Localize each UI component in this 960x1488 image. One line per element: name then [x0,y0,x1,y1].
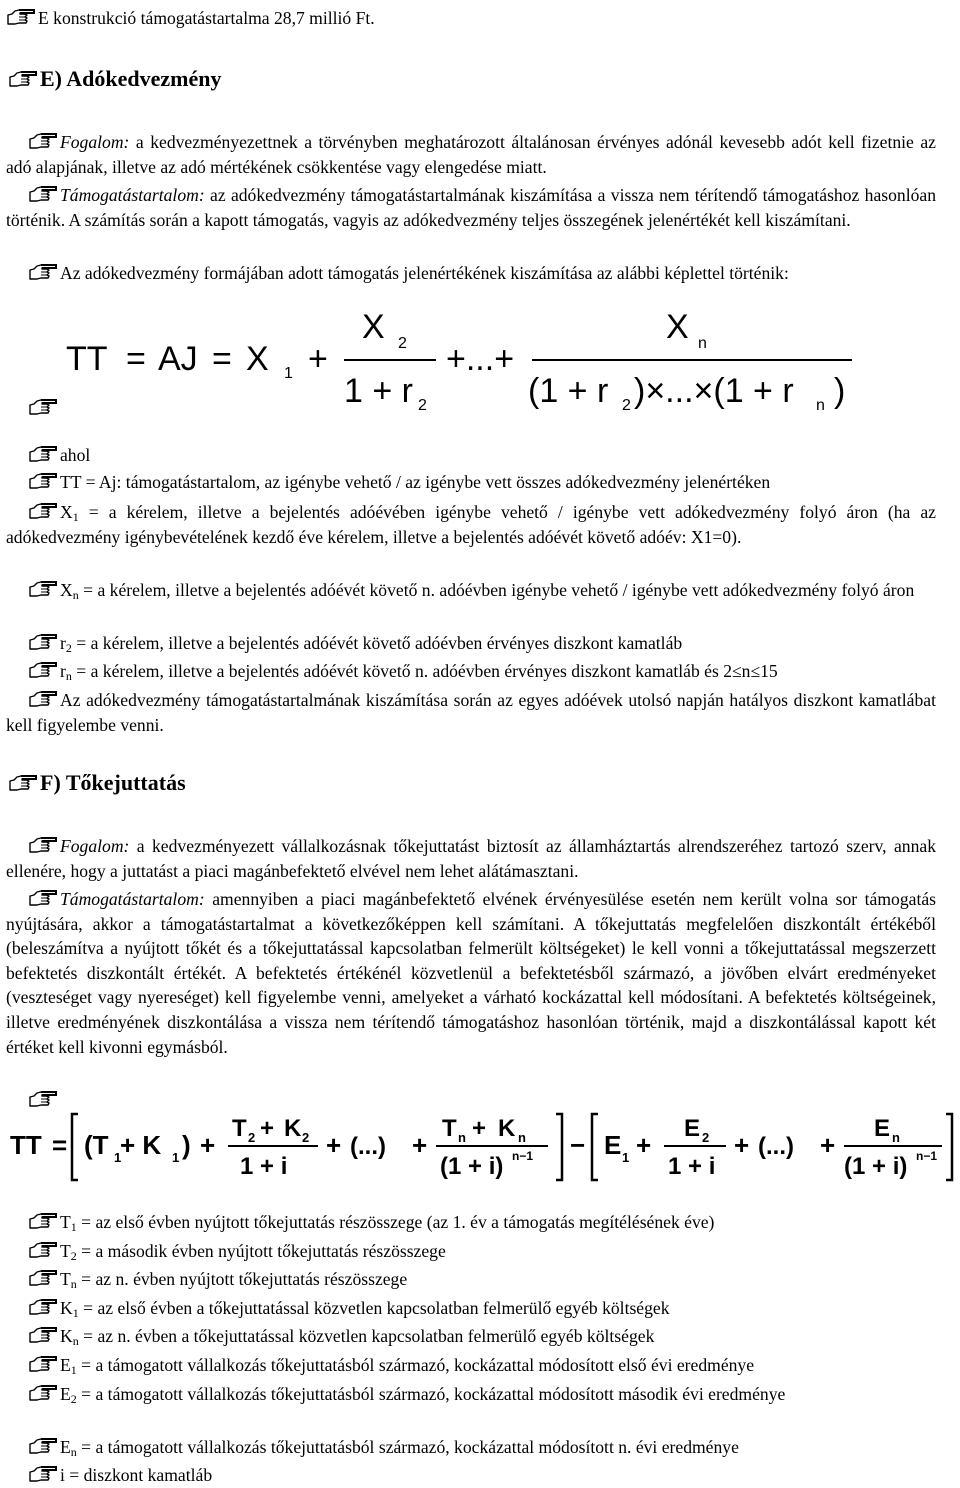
f-tamogatastartalom-paragraph: Támogatástartalom: amennyiben a piaci magánbefektető elvének érvényesülése esetén nem került volna sor támogatás nyújtására, akkor a támogatástartalmat a következőképpen kell számítani. A tőkejuttatás megfelelően diszkontált értékéből (beleszámítva a nyújtott tőkét és a tőkejuttatással kapcsolatban felmerült költségeket) le kell vonni a tőkejuttatással megszerzett befektetés diszkontált értékét. A befektetés értékénél közvetlenül a befektetésből származó, a jövőben elvárt eredményeket (veszteséget vagy nyereséget) kell figyelembe venni, amelyeket a várható kockázattal kell módosítani. A befektetés költségeinek, illetve eredményének diszkontálása a vissza nem térítendő támogatáshoz hasonlóan történik, majd a diszkontálással kapott két értéket kell kivonni egymásból. [6,889,936,1057]
f-def-row [6,1324,936,1349]
formula-term: + K [120,1130,162,1160]
pointing-hand-icon [28,1267,58,1287]
formula-exponent: n−1 [512,1149,534,1163]
pointing-hand-icon [28,470,58,490]
def-subscript: 2 [70,1392,77,1406]
formula-sub: 2 [302,1130,310,1145]
f-def-row [6,1353,936,1378]
ahol-line: ahol [6,443,936,468]
f-fogalom-paragraph: Fogalom: a kedvezményezett vállalkozásnak tőkejuttatást biztosít az államháztartás alrendszeréhez tartozó szerv, annak ellenére, hogy a juttatást a piaci magánbefektető elvével nem lehet alátámasztani. [6,836,936,881]
f-def-row [6,1435,936,1460]
formula-dots: (...) [758,1133,794,1160]
intro-line: E konstrukció támogatástartalma 28,7 millió Ft. [6,6,936,31]
formula-denominator: ) [834,372,846,410]
def-tt: TT = Aj: támogatástartalom, az igénybe vehető / az igénybe vett összes adókedvezmény jelenértéken [6,470,936,495]
pointing-hand-icon [28,130,58,150]
formula-sub: 2 [398,335,407,352]
formula-plus: + [636,1130,652,1160]
formula-denominator: 1 + i [668,1153,716,1180]
formula-xn: X [666,310,689,346]
formula-numerator: T [232,1115,247,1142]
formula-plus: + [412,1130,428,1160]
formula-sub: 1 [114,1150,122,1165]
formula-plus: + [260,1115,275,1142]
def-variable: i [60,1465,65,1485]
formula-denominator: 1 + i [240,1153,288,1180]
section-heading-f: F) Tőkejuttatás [8,770,186,796]
def-variable: E [60,1384,71,1404]
def-xn: $X_n = a$ kérelem, illetve a bejelentés adóévét követő n. adóévben igénybe vehető / igénybe vett adókedvezmény folyó áron [6,578,936,603]
formula-numerator: E [684,1115,701,1142]
formula-sub: 1 [172,1150,180,1165]
f-def-row [6,1239,936,1264]
pointing-hand-icon [28,1324,58,1344]
formula-minus: − [570,1130,586,1160]
formula-f [8,1106,956,1191]
pointing-hand-icon [28,443,58,463]
f-def-row [6,1267,936,1292]
formula-sub: 2 [702,1130,710,1145]
pointing-hand-icon [28,183,58,203]
formula-denominator: 1 + r [344,372,413,410]
formula-aj: AJ [158,340,198,378]
f-def-row [6,1296,936,1321]
pointing-hand-icon [28,688,58,708]
def-subscript: n [72,1334,79,1348]
formula-numerator: T [442,1115,457,1142]
formula-plus: + [472,1115,487,1142]
def-subscript: n [70,1277,77,1291]
def-text: = a támogatott vállalkozás tőkejuttatásból származó, kockázattal módosított második évi eredménye [76,1384,786,1404]
def-text: = az első évben a tőkejuttatással közvetlen kapcsolatban felmerülő egyéb költségek [78,1298,670,1318]
def-subscript: n [70,1445,77,1459]
formula-numerator: K [498,1115,516,1142]
formula-sub: n [816,397,825,414]
formula-sub: n [892,1130,900,1145]
def-text: = az n. évben nyújtott tőkejuttatás részösszege [76,1269,408,1289]
def-variable: E [60,1355,71,1375]
e-tamogatastartalom-paragraph: Támogatástartalom: az adókedvezmény támogatástartalmának kiszámítása a vissza nem térítendő támogatáshoz hasonlóan történik. A számítás során a kapott támogatás, vagyis az adókedvezmény teljes összegének jelenértékét kell kiszámítani. [6,185,936,230]
formula-sub: n [458,1130,466,1145]
formula-plus: + [200,1130,216,1160]
formula-plus: + [734,1130,750,1160]
f-def-row [6,1382,936,1407]
def-text: = az első évben nyújtott tőkejuttatás részösszege (az 1. év a támogatás megítélésének éve) [76,1212,715,1232]
formula-tt: TT [10,1130,42,1160]
bracket-right [946,1114,952,1180]
pointing-hand-icon [28,1435,58,1455]
pointing-hand-icon [28,631,58,651]
pointing-hand-icon [28,887,58,907]
def-subscript: 1 [70,1220,77,1234]
formula-denominator: )×...×(1 + r [634,372,794,410]
formula-sub: 2 [418,397,427,414]
formula-x1: X [246,340,269,378]
def-text: = a második évben nyújtott tőkejuttatás részösszege [76,1241,446,1261]
formula-denominator: (1 + i) [440,1153,504,1180]
pointing-hand-icon [28,1382,58,1402]
pointing-hand-icon [28,578,58,598]
formula-term: ) [182,1130,191,1160]
def-x1: $X_1 = a$ kérelem, illetve a bejelentés adóévében igénybe vehető / igénybe vett adókedvezmény folyó áron (ha az adókedvezmény igénybevételének kezdő éve kérelem, illetve a bejelentés adóévét követő adóév: X1=0). [6,502,936,547]
f-def-row [6,1210,936,1235]
def-rn: $r_n = a$ kérelem, illetve a bejelentés adóévét követő n. adóévben érvényes diszkont kamatláb és 2≤n≤15 [6,659,936,684]
formula-sub: 1 [284,365,293,382]
formula-sub: n [518,1130,526,1145]
formula-sub: n [698,335,707,352]
def-subscript: 1 [72,1306,79,1320]
formula-denominator: (1 + r [528,372,609,410]
formula-sub: 1 [622,1150,630,1165]
def-r2: $r_2 = a$ kérelem, illetve a bejelentés adóévét követő adóévben érvényes diszkont kamatláb [6,631,936,656]
pointing-hand-icon [6,6,36,26]
formula-e-hand [28,396,60,419]
section-heading-e: E) Adókedvezmény [8,66,222,92]
def-variable: E [60,1437,71,1457]
pointing-hand-icon [28,1463,58,1483]
pointing-hand-icon [28,1210,58,1230]
formula-x2: X [362,310,385,346]
def-variable: T [60,1241,71,1261]
formula-numerator: E [874,1115,891,1142]
formula-term: E [604,1130,622,1160]
def-text: = a támogatott vállalkozás tőkejuttatásból származó, kockázattal módosított első évi eredménye [76,1355,755,1375]
def-subscript: 2 [70,1249,77,1263]
formula-e [62,310,862,430]
pointing-hand-icon [28,659,58,679]
formula-exponent: n−1 [916,1149,938,1163]
bracket-left [592,1114,598,1180]
pointing-hand-icon [8,772,38,792]
formula-dots: (...) [350,1133,386,1160]
e-last-paragraph: Az adókedvezmény támogatástartalmának kiszámítása során az egyes adóévek utolsó napján hatályos diszkont kamatlábat kell figyelembe venni. [6,690,936,735]
pointing-hand-icon [28,1239,58,1259]
formula-eq: = [52,1130,68,1160]
f-def-row [6,1463,936,1488]
def-text: = az n. évben a tőkejuttatással közvetlen kapcsolatban felmerülő egyéb költségek [78,1326,655,1346]
pointing-hand-icon [8,68,38,88]
pointing-hand-icon [28,1088,58,1108]
pointing-hand-icon [28,834,58,854]
formula-tt: TT [66,340,108,378]
def-text: = a támogatott vállalkozás tőkejuttatásból származó, kockázattal módosított n. évi eredménye [76,1437,739,1457]
def-variable: T [60,1269,71,1289]
pointing-hand-icon [28,261,58,281]
pointing-hand-icon [28,396,58,416]
formula-numerator: K [284,1115,302,1142]
formula-term: (T [84,1130,109,1160]
e-fogalom-paragraph: Fogalom: a kedvezményezettnek a törvényben meghatározott általánosan érvényes adónál kevesebb adót kell fizetnie az adó alapjának, illetve az adó mértékének csökkentése vagy elengedése miatt. [6,132,936,177]
pointing-hand-icon [28,1296,58,1316]
formula-denominator: (1 + i) [844,1153,908,1180]
def-variable: T [60,1212,71,1232]
formula-dots: +...+ [446,340,515,378]
pointing-hand-icon [28,500,58,520]
bracket-right [556,1114,562,1180]
formula-plus: + [308,340,328,378]
formula-eq: = [212,340,232,378]
formula-plus: + [820,1130,836,1160]
def-variable: K [60,1298,73,1318]
bracket-left [72,1114,78,1180]
formula-plus: + [326,1130,342,1160]
def-subscript: 1 [70,1363,77,1377]
def-text: = diszkont kamatláb [64,1465,213,1485]
formula-sub: 2 [622,397,631,414]
e-formula-intro: Az adókedvezmény formájában adott támogatás jelenértékének kiszámítása az alábbi képlettel történik: [6,261,936,286]
formula-sub: 2 [248,1130,256,1145]
pointing-hand-icon [28,1353,58,1373]
def-variable: K [60,1326,73,1346]
formula-eq: = [126,340,146,378]
